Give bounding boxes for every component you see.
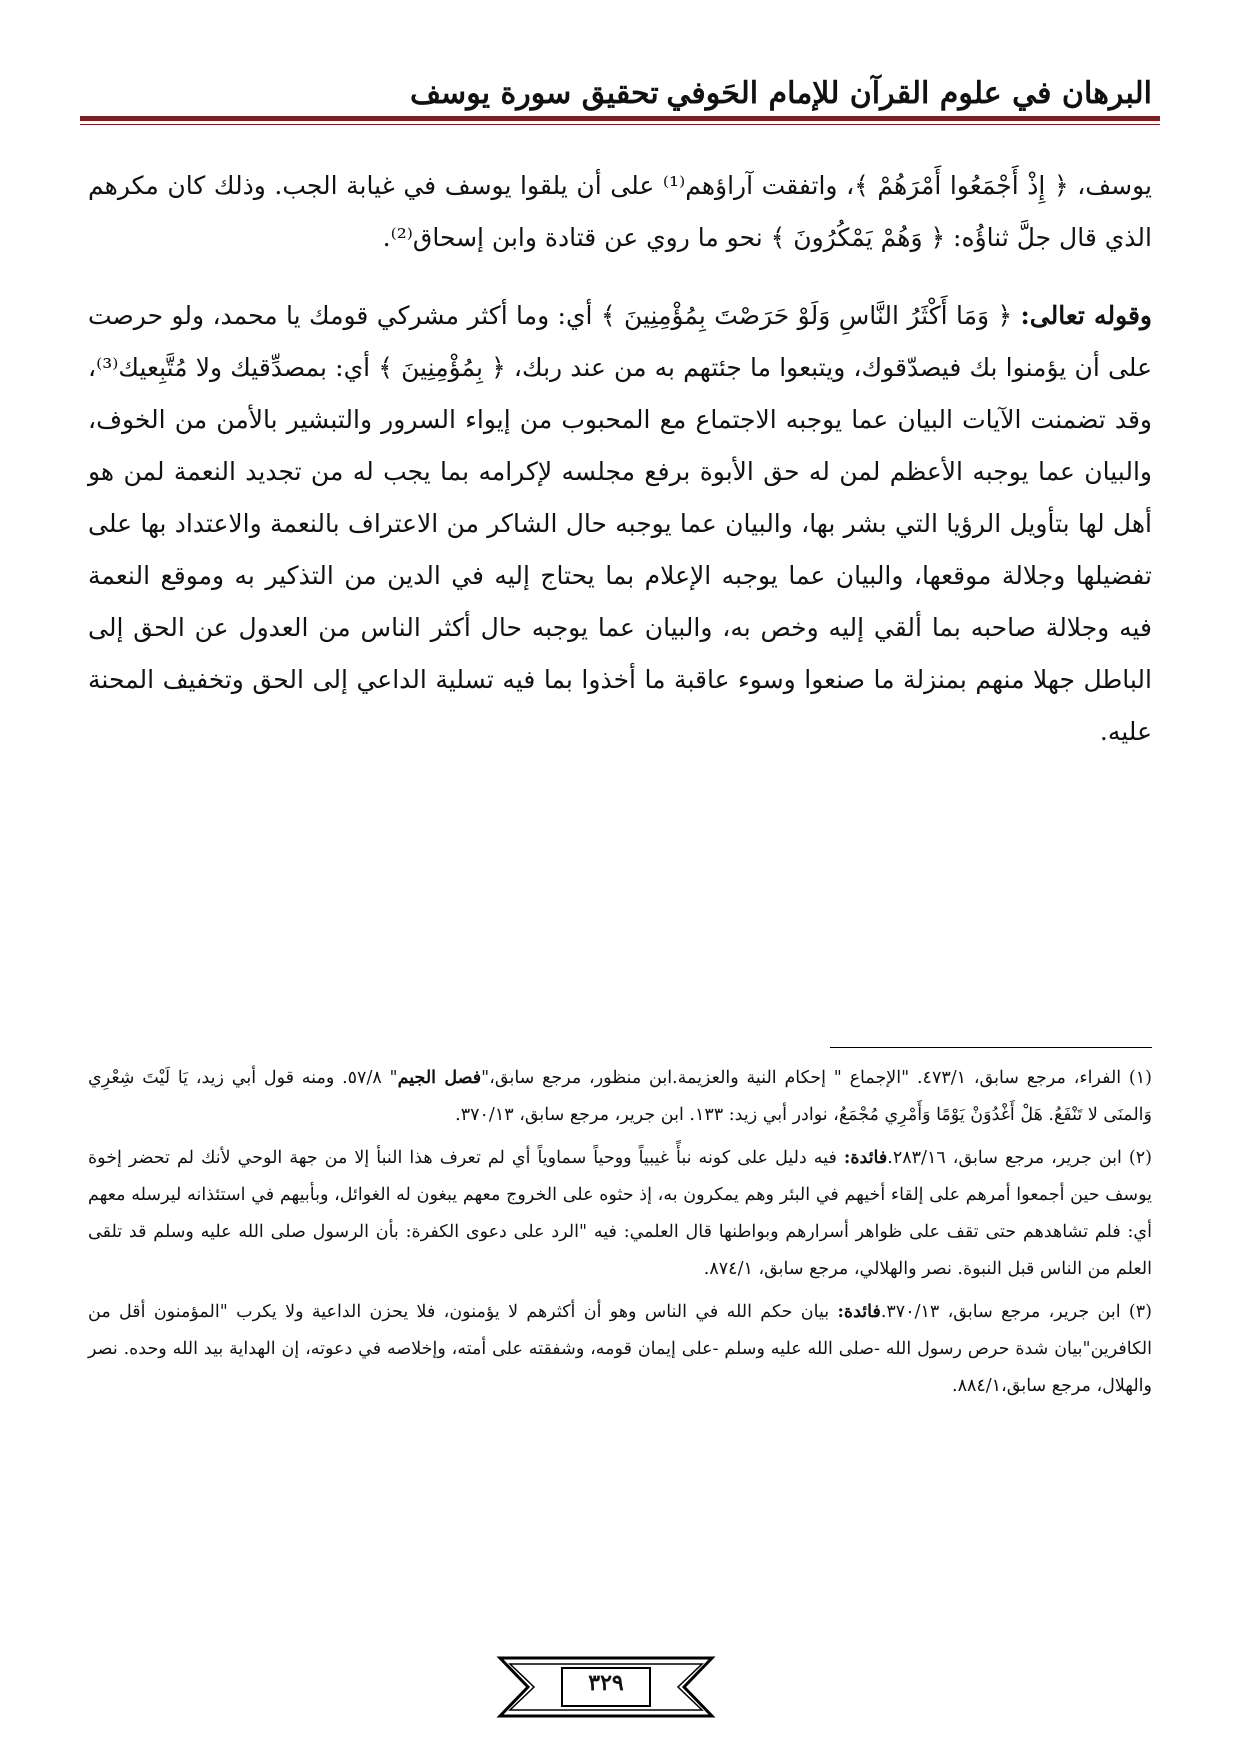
footnote-1-text-a: (١) الفراء، مرجع سابق، ٤٧٣/١. "الإجماع " إحكام النية والعزيمة.ابن منظور، مرجع سابق،" [481,1068,1152,1088]
footnote-1-text-b: " ٥٧/٨. ومنه قول أبي زيد، يَا لَيْتَ شِعْرِي وَالمنَى لا تَنْفَعُ. هَلْ أَغْدُوَنْ يَوْمًا وَأَمْرِي مُجْمَعُ، نوادر أبي زيد: ١٣٣. ابن جرير، مرجع سابق، ٣٧٠/١٣. [88,1068,1152,1125]
page-number-ornament [496,1656,716,1718]
paragraph-1: يوسف، ﴿ إِذْ أَجْمَعُوا أَمْرَهُمْ ﴾، واتفقت آراؤهم⁽¹⁾ على أن يلقوا يوسف في غيابة الجب. وذلك كان مكرهم الذي قال جلَّ ثناؤُه: ﴿ وَهُمْ يَمْكُرُونَ ﴾ نحو ما روي عن قتادة وابن إسحاق⁽²⁾. [88,171,1152,252]
footnote-3-text-a: (٣) ابن جرير، مرجع سابق، ٣٧٠/١٣. [880,1302,1152,1322]
footnote-3-text-b: بيان حكم الله في الناس وهو أن أكثرهم لا يؤمنون، فلا يحزن الداعية ولا يكرب "المؤمنون أقل من الكافرين"بيان شدة حرص رسول الله -صلى الله عليه وسلم -على إيمان قومه، وشفقته على أمته، وإخلاصه في دعوته، إن الهداية بيد الله وحده. نصر والهلال، مرجع سابق،٨٨٤/١. [88,1302,1152,1396]
footnote-2-text-a: (٢) ابن جرير، مرجع سابق، ٢٨٣/١٦. [887,1148,1152,1168]
paragraph-2-lead: وقوله تعالى: [1020,301,1153,330]
header-rule-thin [80,124,1160,125]
footnote-2 [88,1140,1152,1288]
header-rule-thick [80,116,1160,121]
footnote-1 [88,1060,1152,1134]
section-title: تحقيق سورة يوسف [410,76,659,111]
page-header [80,70,1160,118]
footnote-3 [88,1294,1152,1405]
footnote-3-bold: فائدة: [837,1302,881,1322]
footnote-2-text-b: فيه دليل على كونه نبأً غيبياً ووحياً سماوياً أي لم تعرف هذا النبأ إلا من جهة الوحي لأنك لم تحضر إخوة يوسف حين أجمعوا أمرهم على إلقاء أخيهم في البئر وهم يمكرون به، إذ حثوه على الخروج معهم يبغون له الغوائل، وبأبيهم في استئذانه ليرسله معهم أي: فلم تشاهدهم حتى تقف على ظواهر أسرارهم وبواطنها قال العلمي: فيه "الرد على دعوى الكفرة: بأن الرسول صلى الله عليه وسلم قد تلقى العلم من الناس قبل النبوة. نصر والهلالي، مرجع سابق، ٨٧٤/١. [88,1148,1152,1279]
paragraph-2 [88,290,1152,758]
footnote-separator [830,1047,1152,1048]
main-text [88,160,1152,758]
footnote-2-bold: فائدة: [843,1148,888,1168]
book-title: البرهان في علوم القرآن للإمام الحَوفي [666,76,1152,111]
page-number: ٣٢٩ [588,1670,624,1696]
footnotes [88,1060,1152,1405]
footnote-1-bold: فصل الجيم [397,1068,482,1088]
paragraph-2-text: ﴿ وَمَا أَكْثَرُ النَّاسِ وَلَوْ حَرَصْتَ بِمُؤْمِنِينَ ﴾ أي: وما أكثر مشركي قومك يا محمد، ولو حرصت على أن يؤمنوا بك فيصدّقوك، ويتبعوا ما جئتهم به من عند ربك، ﴿ بِمُؤْمِنِينَ ﴾ أي: بمصدِّقيك ولا مُتَّبِعيك⁽³⁾، وقد تضمنت الآيات البيان عما يوجبه الاجتماع مع المحبوب من إيواء السرور والتبشير بالأمن من الخوف، والبيان عما يوجبه الأعظم لمن له حق الأبوة برفع مجلسه لإكرامه بما يجب له من تجديد النعمة لمن هو أهل لها بتأويل الرؤيا التي بشر بها، والبيان عما يوجبه حال الشاكر من الاعتراف بالنعمة والاعتداد بها على تفضيلها وجلالة موقعها، والبيان عما يوجبه الإعلام بما يحتاج إليه في الدين من التذكير به وموقع النعمة فيه وجلالة صاحبه بما ألقي إليه وخص به، والبيان عما يوجبه حال أكثر الناس من العدول عن الحق إلى الباطل جهلا منهم بمنزلة ما صنعوا وسوء عاقبة ما أخذوا بما فيه تسلية الداعي إلى الحق وتخفيف المحنة عليه. [88,301,1152,746]
